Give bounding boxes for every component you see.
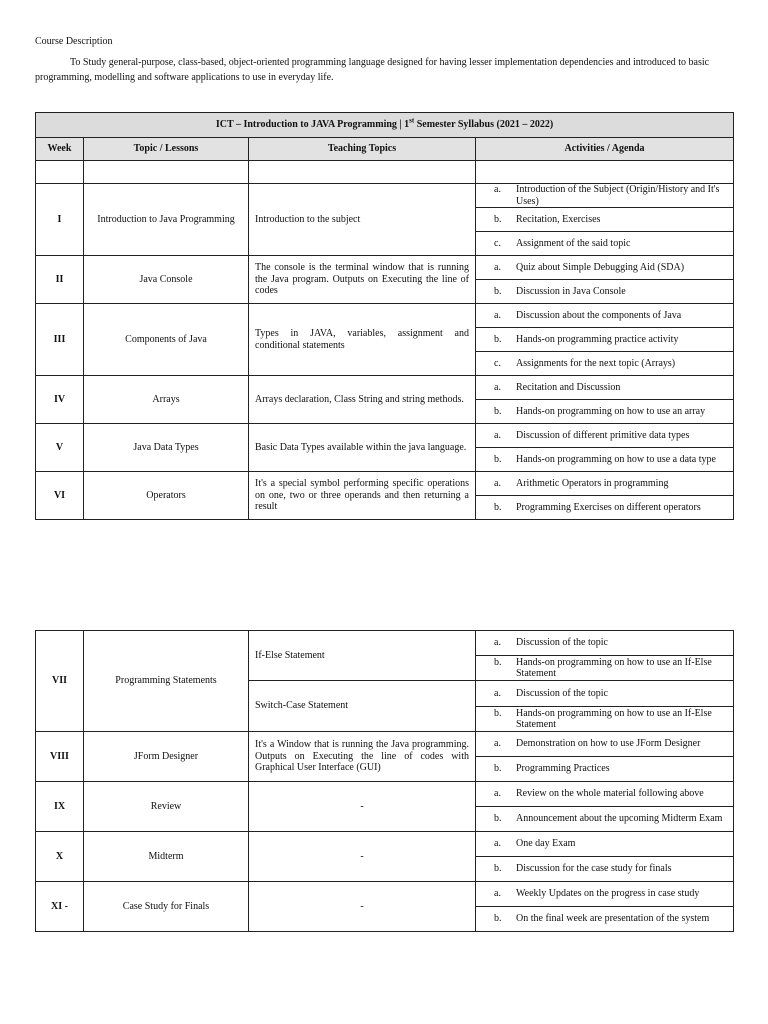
activity-text: Weekly Updates on the progress in case study	[516, 888, 700, 900]
week-topic: Components of Java	[84, 304, 249, 376]
syllabus-title-row	[36, 113, 734, 138]
activity-text: Demonstration on how to use JForm Designer	[516, 738, 701, 750]
week-topic: Programming Statements	[84, 631, 249, 732]
week-teaching: -	[249, 782, 476, 832]
week-topic: Case Study for Finals	[84, 882, 249, 932]
activity-cell	[476, 448, 734, 472]
activity-item	[482, 888, 727, 900]
activity-item	[482, 637, 727, 649]
activity-text: Quiz about Simple Debugging Aid (SDA)	[516, 261, 685, 273]
activity-letter: c.	[494, 237, 501, 249]
activity-letter: a.	[494, 429, 501, 441]
week-row	[36, 782, 734, 807]
activity-cell	[476, 424, 734, 448]
week-topic: Operators	[84, 472, 249, 520]
activity-cell	[476, 304, 734, 328]
syllabus-title-sup: st	[409, 116, 415, 125]
activity-letter: b.	[494, 913, 502, 925]
activity-cell	[476, 184, 734, 208]
activity-cell	[476, 496, 734, 520]
activity-letter: b.	[494, 763, 502, 775]
activity-cell	[476, 208, 734, 232]
activity-letter: a.	[494, 788, 501, 800]
activity-item	[482, 382, 727, 394]
activity-cell	[476, 280, 734, 304]
activity-text: Programming Practices	[516, 763, 610, 775]
week-teaching: Arrays declaration, Class String and string methods.	[249, 376, 476, 424]
week-row	[36, 376, 734, 400]
week-number: II	[36, 256, 84, 304]
activity-letter: b.	[494, 863, 502, 875]
week-row	[36, 631, 734, 656]
activity-item	[482, 657, 727, 680]
activity-text: On the final week are presentation of the system	[516, 913, 710, 925]
activity-cell	[476, 472, 734, 496]
syllabus-table-page-2	[35, 630, 734, 932]
activity-item	[482, 788, 727, 800]
activity-letter: b.	[494, 813, 502, 825]
activity-cell	[476, 256, 734, 280]
activity-text: One day Exam	[516, 838, 576, 850]
week-teaching: Switch-Case Statement	[249, 681, 476, 732]
activity-cell	[476, 907, 734, 932]
activity-letter: a.	[494, 477, 501, 489]
activity-letter: a.	[494, 888, 501, 900]
activity-item	[482, 358, 727, 370]
week-number: VIII	[36, 732, 84, 782]
activity-item	[482, 238, 727, 250]
week-number: IV	[36, 376, 84, 424]
week-number: VI	[36, 472, 84, 520]
week-topic: Arrays	[84, 376, 249, 424]
week-row	[36, 256, 734, 280]
activity-text: Hands-on programming practice activity	[516, 333, 679, 345]
syllabus-table-page-1	[35, 112, 734, 520]
activity-item	[482, 763, 727, 775]
empty-cell	[36, 161, 84, 184]
week-topic: Java Console	[84, 256, 249, 304]
week-teaching: -	[249, 882, 476, 932]
activity-item	[482, 262, 727, 274]
course-description-text: To Study general-purpose, class-based, object-oriented programming language designed for having lesser implementation dependencies and introduced to basic programming, modelling and software applications to use in everyday life.	[35, 57, 710, 83]
week-topic: Review	[84, 782, 249, 832]
activity-item	[482, 708, 727, 731]
activity-text: Announcement about the upcoming Midterm Exam	[516, 813, 723, 825]
activity-text: Hands-on programming on how to use an If-Else Statement	[516, 656, 712, 679]
activity-cell	[476, 882, 734, 907]
activity-item	[482, 838, 727, 850]
syllabus-title	[36, 113, 734, 138]
activity-letter: a.	[494, 738, 501, 750]
activity-item	[482, 738, 727, 750]
activity-item	[482, 286, 727, 298]
header-activities: Activities / Agenda	[476, 138, 734, 161]
week-topic: Java Data Types	[84, 424, 249, 472]
activity-letter: b.	[494, 333, 502, 345]
activity-letter: a.	[494, 309, 501, 321]
week-teaching: It's a special symbol performing specific operations on one, two or three operands and then returning a result	[249, 472, 476, 520]
activity-text: Recitation, Exercises	[516, 213, 601, 225]
week-teaching: Introduction to the subject	[249, 184, 476, 256]
week-row	[36, 304, 734, 328]
activity-letter: a.	[494, 687, 501, 699]
week-teaching: If-Else Statement	[249, 631, 476, 681]
week-row	[36, 832, 734, 857]
activity-cell	[476, 681, 734, 707]
activity-letter: a.	[494, 637, 501, 649]
activity-item	[482, 813, 727, 825]
weeks-body	[36, 184, 734, 520]
activity-text: Programming Exercises on different operators	[516, 501, 701, 513]
syllabus-title-text: ICT – Introduction to JAVA Programming | 1	[215, 119, 410, 131]
activity-cell	[476, 400, 734, 424]
week-teaching: -	[249, 832, 476, 882]
week-row	[36, 424, 734, 448]
week-number: III	[36, 304, 84, 376]
week-row	[36, 472, 734, 496]
activity-cell	[476, 352, 734, 376]
activity-item	[482, 430, 727, 442]
week-number: X	[36, 832, 84, 882]
activity-letter: b.	[494, 285, 502, 297]
week-number: VII	[36, 631, 84, 732]
activity-letter: b.	[494, 656, 502, 668]
weeks2-body	[36, 732, 734, 932]
activity-cell	[476, 376, 734, 400]
week-topic: Midterm	[84, 832, 249, 882]
activity-letter: b.	[494, 707, 502, 719]
activity-cell	[476, 656, 734, 681]
activity-cell	[476, 707, 734, 732]
empty-cell	[84, 161, 249, 184]
activity-item	[482, 502, 727, 514]
activity-text: Hands-on programming on how to use an array	[516, 405, 706, 417]
activity-item	[482, 334, 727, 346]
activity-cell	[476, 631, 734, 656]
activity-text: Assignments for the next topic (Arrays)	[516, 357, 676, 369]
activity-cell	[476, 782, 734, 807]
activity-item	[482, 688, 727, 700]
week-number: I	[36, 184, 84, 256]
activity-text: Assignment of the said topic	[516, 237, 631, 249]
activity-cell	[476, 232, 734, 256]
activity-cell	[476, 857, 734, 882]
activity-text: Review on the whole material following above	[516, 788, 704, 800]
activity-text: Discussion of different primitive data types	[516, 429, 690, 441]
empty-row	[36, 161, 734, 184]
activity-text: Discussion of the topic	[516, 637, 608, 649]
week-row	[36, 732, 734, 757]
activity-text: Discussion of the topic	[516, 687, 608, 699]
activity-letter: a.	[494, 184, 501, 195]
activity-text: Recitation and Discussion	[516, 381, 621, 393]
week-topic: Introduction to Java Programming	[84, 184, 249, 256]
activity-cell	[476, 832, 734, 857]
activity-text: Discussion in Java Console	[516, 285, 626, 297]
activity-item	[482, 214, 727, 226]
week-number: IX	[36, 782, 84, 832]
activity-letter: b.	[494, 405, 502, 417]
syllabus-title-text-end: Semester Syllabus (2021 – 2022)	[414, 119, 554, 131]
activity-cell	[476, 732, 734, 757]
header-week: Week	[36, 138, 84, 161]
activity-item	[482, 406, 727, 418]
header-topic: Topic / Lessons	[84, 138, 249, 161]
activity-item	[482, 478, 727, 490]
week-number: XI -	[36, 882, 84, 932]
course-description-heading: Course Description	[35, 36, 113, 47]
week-row	[36, 184, 734, 208]
activity-text: Introduction of the Subject (Origin/History and It's Uses)	[516, 184, 720, 207]
activity-letter: a.	[494, 381, 501, 393]
activity-item	[482, 913, 727, 925]
activity-letter: b.	[494, 213, 502, 225]
activity-item	[482, 184, 727, 207]
header-teaching: Teaching Topics	[249, 138, 476, 161]
activity-text: Hands-on programming on how to use an If-Else Statement	[516, 707, 712, 730]
week-row	[36, 882, 734, 907]
activity-cell	[476, 328, 734, 352]
activity-letter: a.	[494, 838, 501, 850]
week-number: V	[36, 424, 84, 472]
empty-cell	[249, 161, 476, 184]
activity-letter: a.	[494, 261, 501, 273]
activity-text: Discussion for the case study for finals	[516, 863, 672, 875]
week-teaching: Basic Data Types available within the java language.	[249, 424, 476, 472]
activity-text: Hands-on programming on how to use a data type	[516, 453, 716, 465]
week-teaching: Types in JAVA, variables, assignment and conditional statements	[249, 304, 476, 376]
week-topic: JForm Designer	[84, 732, 249, 782]
activity-letter: b.	[494, 501, 502, 513]
activity-item	[482, 310, 727, 322]
activity-cell	[476, 807, 734, 832]
activity-text: Arithmetic Operators in programming	[516, 477, 669, 489]
activity-item	[482, 863, 727, 875]
activity-item	[482, 454, 727, 466]
syllabus-header-row	[36, 138, 734, 161]
activity-letter: c.	[494, 357, 501, 369]
empty-cell	[476, 161, 734, 184]
activity-cell	[476, 757, 734, 782]
activity-letter: b.	[494, 453, 502, 465]
activity-text: Discussion about the components of Java	[516, 309, 682, 321]
week-teaching: The console is the terminal window that is running the Java program. Outputs on Executing the line of codes	[249, 256, 476, 304]
week-teaching: It's a Window that is running the Java programming. Outputs on Executing the line of codes with Graphical User Interface (GUI)	[249, 732, 476, 782]
